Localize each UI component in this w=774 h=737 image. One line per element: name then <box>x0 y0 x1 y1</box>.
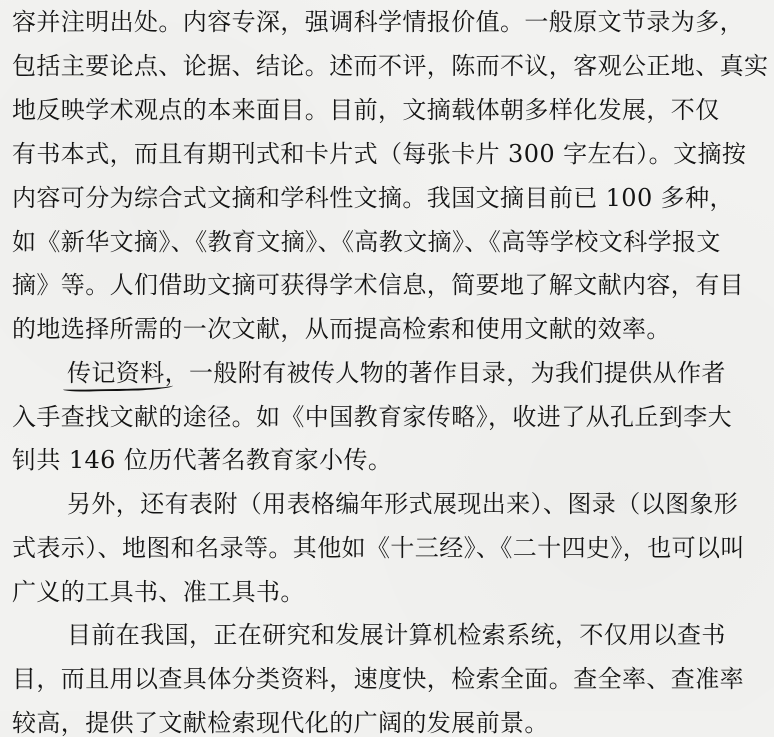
underlined-term: 传记资料 <box>67 359 165 387</box>
text-line: 入手查找文献的途径。如《中国教育家传略》，收进了从孔丘到李大 <box>12 403 732 431</box>
text-line: 内容可分为综合式文摘和学科性文摘。我国文摘目前已 100 多种， <box>12 184 734 212</box>
text-line: 包括主要论点、论据、结论。述而不评，陈而不议，客观公正地、真实 <box>12 52 769 80</box>
text-line: 目前在我国，正在研究和发展计算机检索系统，不仅用以查书 <box>67 621 726 649</box>
text-line: 如《新华文摘》、《教育文摘》、《高教文摘》、《高等学校文科学报文 <box>12 228 721 256</box>
text-line: 摘》等。人们借助文摘可获得学术信息，简要地了解文献内容，有目 <box>12 271 744 299</box>
text-line-segment: ，一般附有被传人物的著作目录，为我们提供从作者 <box>164 359 726 387</box>
paragraph-biographical-materials <box>67 359 726 387</box>
text-line: 容并注明出处。内容专深，强调科学情报价值。一般原文节录为多， <box>12 8 744 36</box>
text-line: 广义的工具书、准工具书。 <box>12 578 305 606</box>
text-line: 较高，提供了文献检索现代化的广阔的发展前景。 <box>12 709 549 737</box>
text-line: 钊共 146 位历代著名教育家小传。 <box>12 446 393 474</box>
text-line: 地反映学术观点的本来面目。目前，文摘载体朝多样化发展，不仅 <box>12 96 720 124</box>
text-line: 目，而且用以查具体分类资料，速度快，检索全面。查全率、查准率 <box>12 665 744 693</box>
text-line: 式表示）、地图和名录等。其他如《十三经》、《二十四史》，也可以叫 <box>12 534 745 562</box>
text-line: 的地选择所需的一次文献，从而提高检索和使用文献的效率。 <box>12 315 671 343</box>
text-line: 另外，还有表附（用表格编年形式展现出来）、图录（以图象形 <box>67 490 739 518</box>
text-line: 有书本式，而且有期刊式和卡片式（每张卡片 300 字左右）。文摘按 <box>12 140 747 168</box>
